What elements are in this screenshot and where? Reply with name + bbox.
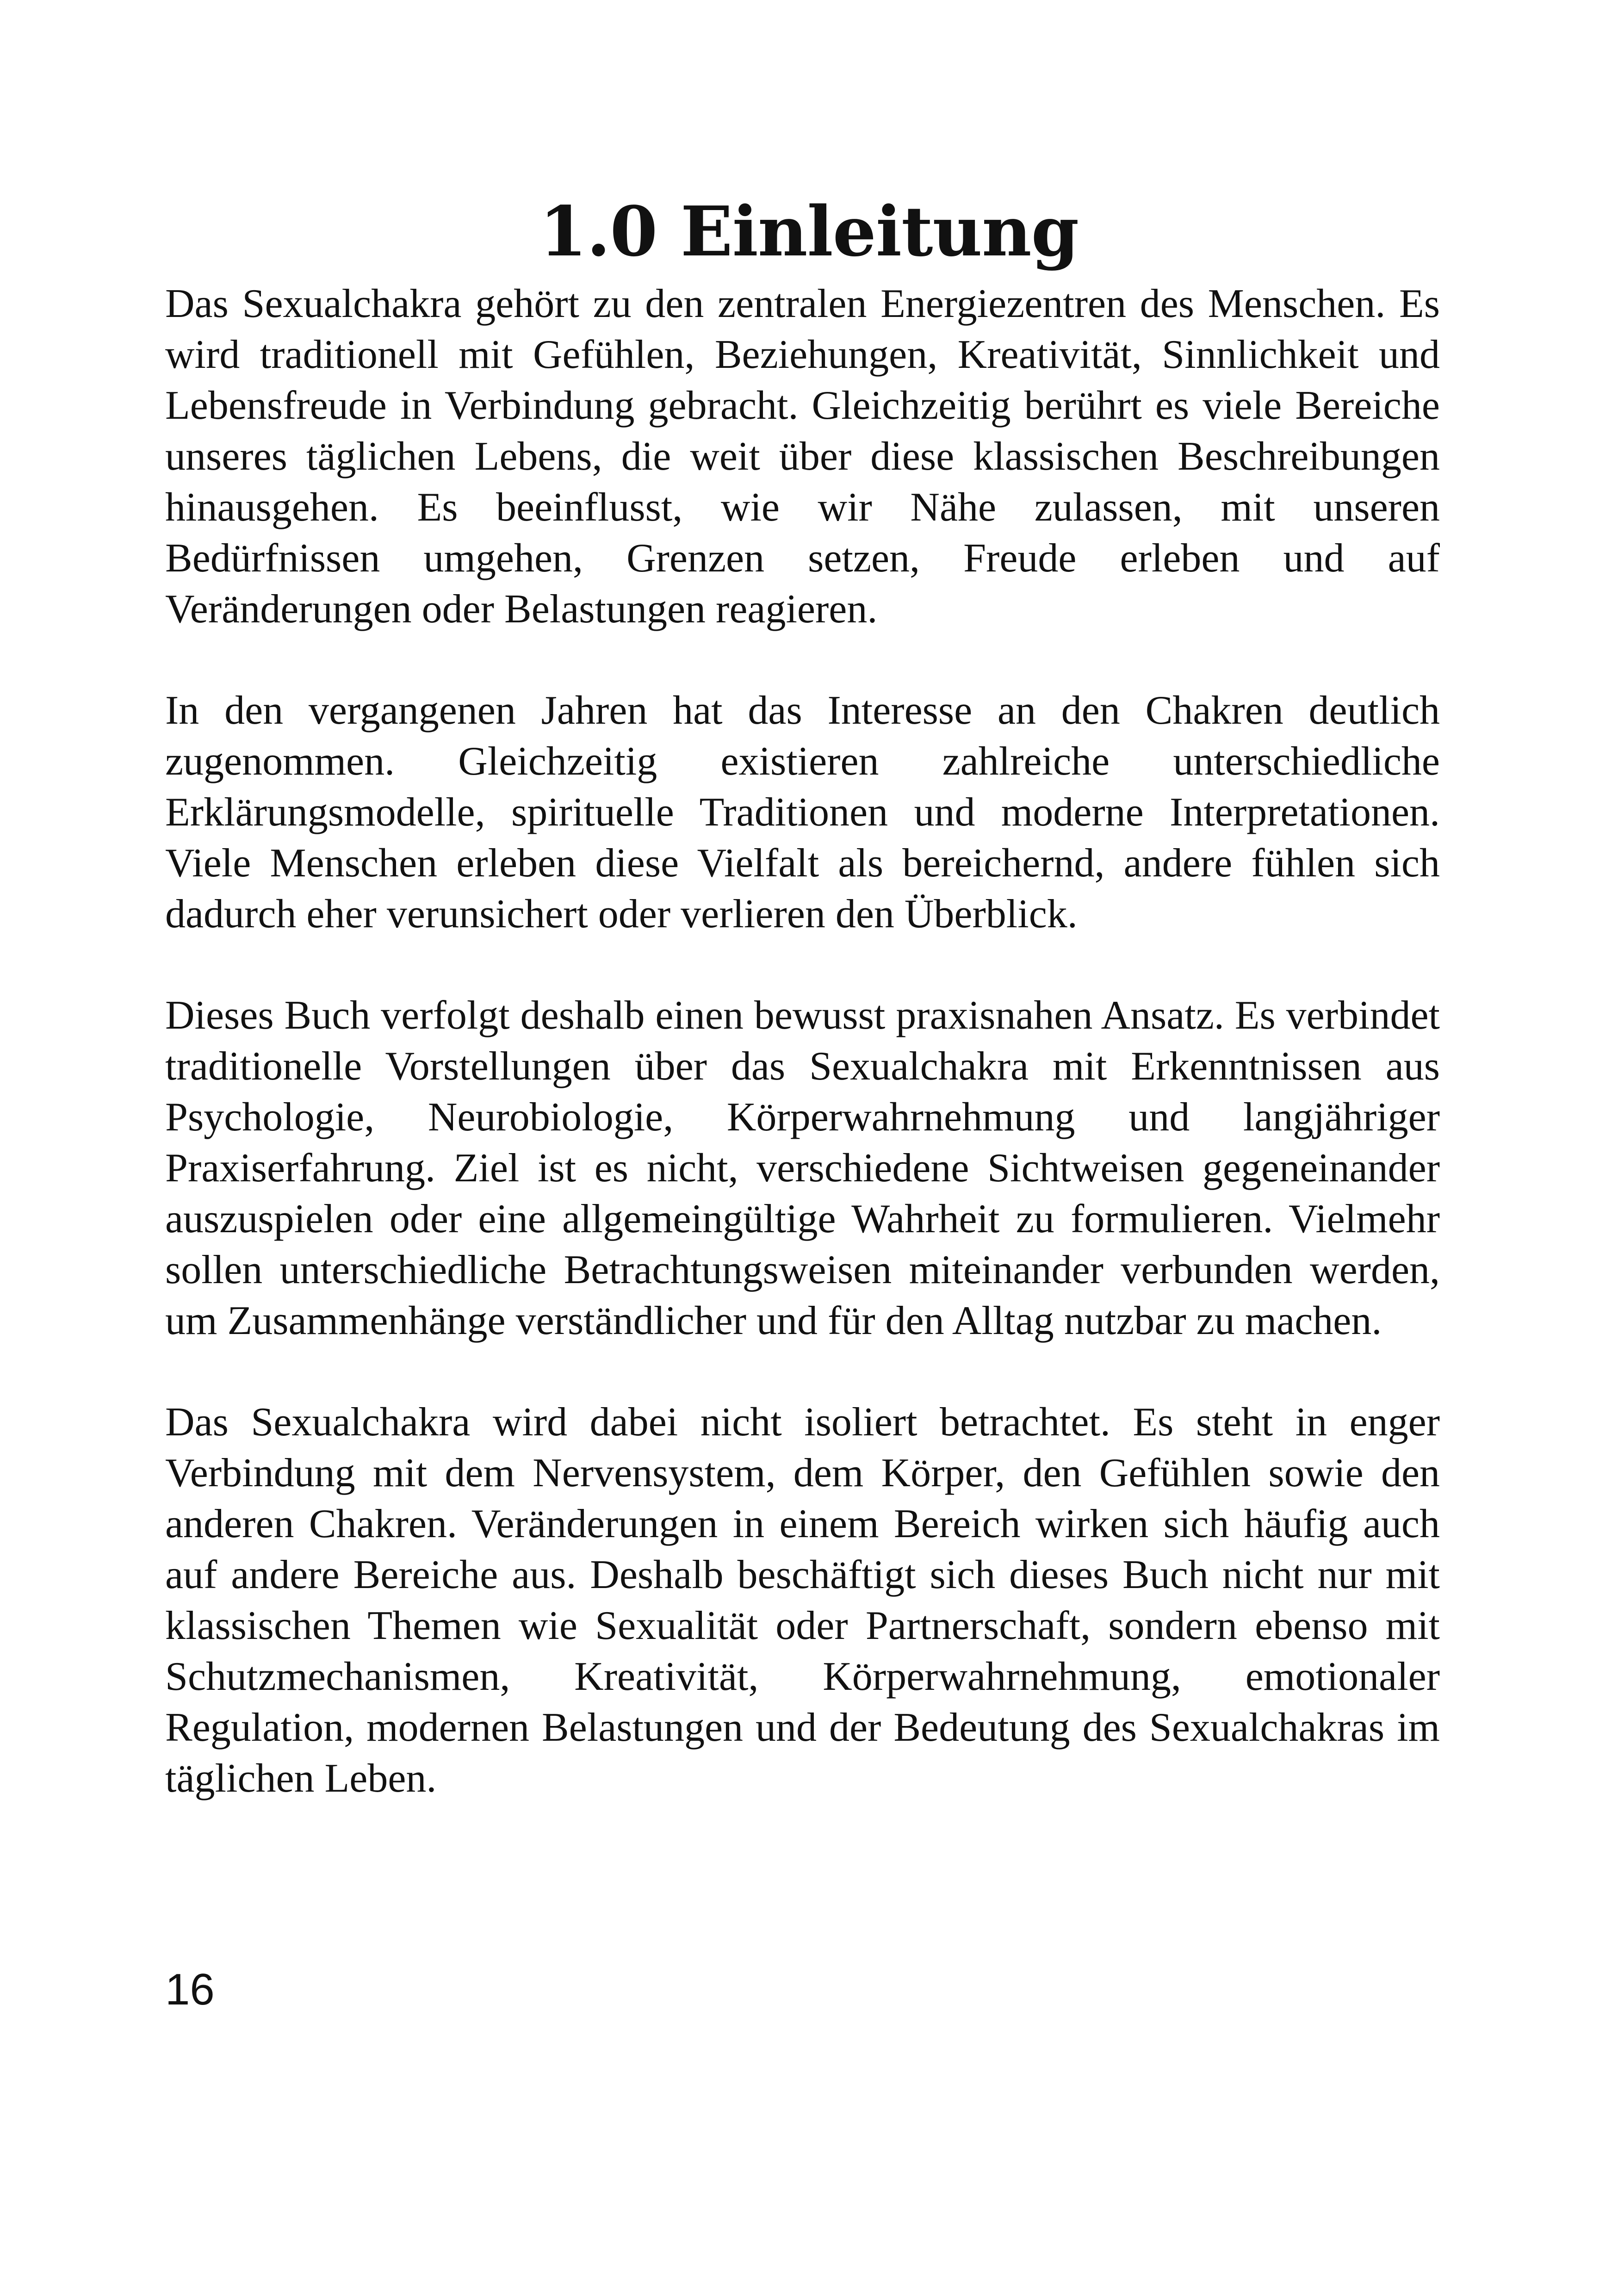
body-text [165,279,1440,1855]
page-number: 16 [165,1965,215,2014]
paragraph-2: In den vergangenen Jahren hat das Interesse an den Chakren deutlich zugenommen. Gleichzeitig existieren zahlreiche unterschiedliche Erklärungsmodelle, spirituelle Traditionen und moderne Interpretationen. Viele Menschen erleben diese Vielfalt als bereichernd, andere fühlen sich dadurch eher verunsichert oder verlieren den Überblick. [165,688,1440,937]
paragraph-3: Dieses Buch verfolgt deshalb einen bewusst praxisnahen Ansatz. Es verbindet traditionelle Vorstellungen über das Sexualchakra mit Erkenntnissen aus Psychologie, Neurobiologie, Körperwahrnehmung und langjähriger Praxiserfahrung. Ziel ist es nicht, verschiedene Sichtweisen gegeneinander auszuspielen oder eine allgemeingültige Wahrheit zu formulieren. Vielmehr sollen unterschiedliche Betrachtungsweisen miteinander verbunden werden, um Zusammenhänge verständlicher und für den Alltag nutzbar zu machen. [165,993,1440,1343]
paragraph-1: Das Sexualchakra gehört zu den zentralen Energiezentren des Menschen. Es wird traditionell mit Gefühlen, Beziehungen, Kreativität, Sinnlichkeit und Lebensfreude in Verbindung gebracht. Gleichzeitig berührt es viele Bereiche unseres täglichen Lebens, die weit über diese klassischen Beschreibungen hinausgehen. Es beeinflusst, wie wir Nähe zulassen, mit unseren Bedürfnissen umgehen, Grenzen setzen, Freude erleben und auf Veränderungen oder Belastungen reagieren. [165,281,1440,632]
chapter-title: 1.0 Einleitung [539,191,1079,272]
paragraph-4: Das Sexualchakra wird dabei nicht isoliert betrachtet. Es steht in enger Verbindung mit dem Nervensystem, dem Körper, den Gefühlen sowie den anderen Chakren. Veränderungen in einem Bereich wirken sich häufig auch auf andere Bereiche aus. Deshalb beschäftigt sich dieses Buch nicht nur mit klassischen Themen wie Sexualität oder Partnerschaft, sondern ebenso mit Schutzmechanismen, Kreativität, Körperwahrnehmung, emotionaler Regulation, modernen Belastungen und der Bedeutung des Sexualchakras im täglichen Leben. [165,1400,1440,1801]
